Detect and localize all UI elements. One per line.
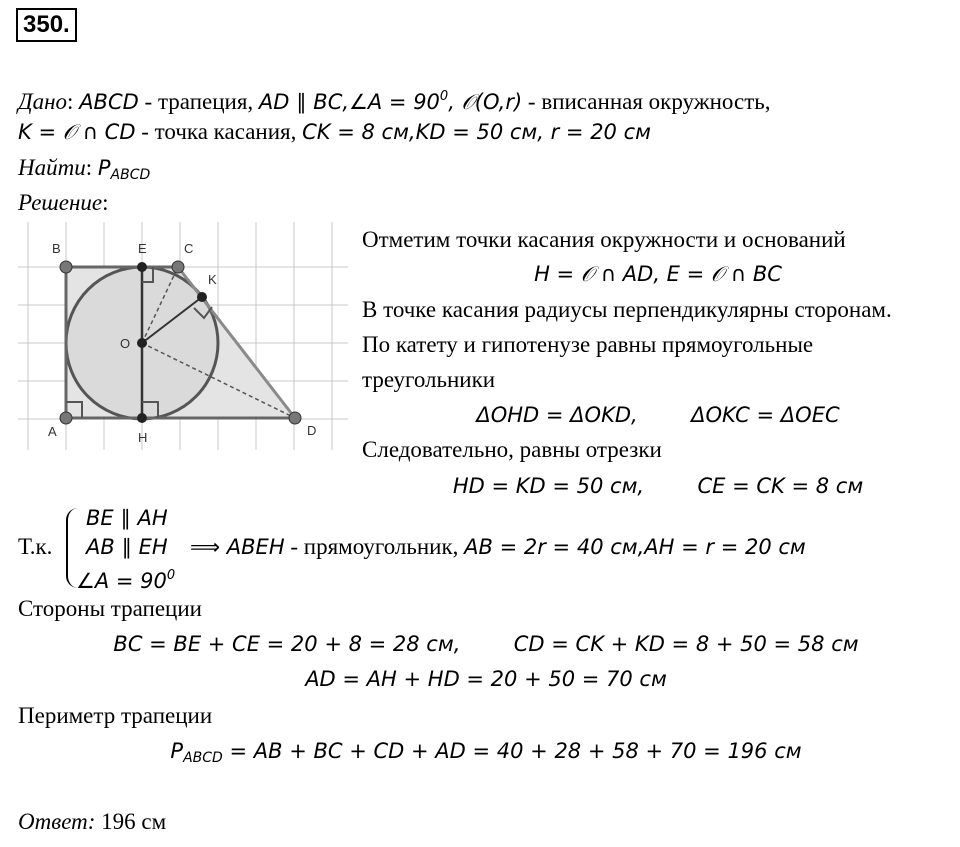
- perimeter-lhs: P: [170, 739, 184, 763]
- given-line-2: [18, 117, 651, 147]
- trapezoid-figure: [18, 222, 348, 450]
- answer-line: [18, 807, 166, 837]
- find-math: P: [97, 156, 111, 180]
- label-k: K: [208, 272, 217, 287]
- explain-line-6: ΔOHD = ΔOKD, ΔOKC = ΔOEC: [476, 403, 840, 427]
- since-result: [190, 532, 806, 562]
- given-label: Дано: [18, 89, 68, 114]
- label-d: D: [307, 423, 317, 438]
- given-math: ABCD: [79, 90, 139, 114]
- label-o: O: [120, 336, 131, 351]
- sides-line-1: BC = BE + CE = 20 + 8 = 28 см, CD = CK + KD = 8 + 50 = 58 см: [113, 632, 859, 656]
- sides-line-2: AD = AH + HD = 20 + 50 = 70 см: [305, 667, 667, 691]
- given-text: - вписанная окружность,: [522, 89, 771, 114]
- given-text: - точка касания,: [135, 119, 303, 144]
- explain-line-5: треугольники: [362, 367, 496, 392]
- perimeter-rhs: = AB + BC + CD + AD = 40 + 28 + 58 + 70 = 196 см: [222, 739, 802, 763]
- label-e: E: [138, 241, 147, 256]
- condition-3: [76, 561, 175, 596]
- given-line-1: Дано: ABCD - трапеция, AD ∥ BC,∠A = $90^0$, 𝒪(O,r) - вписанная окружность,: [18, 89, 771, 114]
- explain-line-4: По катету и гипотенузе равны прямоугольные: [362, 332, 814, 357]
- label-a: A: [48, 424, 57, 439]
- sides-heading: Стороны трапеции: [18, 596, 202, 621]
- explain-line-7: Следовательно, равны отрезки: [362, 437, 662, 462]
- explain-line-3: В точке касания радиусы перпендикулярны сторонам.: [362, 297, 892, 322]
- answer-value: 196 см: [95, 809, 167, 834]
- condition-2: AB ∥ EH: [86, 535, 168, 559]
- label-c: C: [184, 241, 194, 256]
- condition-1: BE ∥ AH: [86, 506, 168, 530]
- explain-line-1: Отметим точки касания окружности и оснований: [362, 227, 846, 252]
- find-line: Найти: $P_{ABCD}$: [18, 155, 151, 183]
- since-result-math: AB = 2r = 40 см,AH = r = 20 см: [464, 535, 806, 559]
- solution-label: Решение: [18, 190, 103, 215]
- label-h: H: [138, 430, 148, 445]
- explain-line-2: H = 𝒪 ∩ AD, E = 𝒪 ∩ BC: [534, 262, 782, 286]
- perimeter-formula: [170, 736, 801, 773]
- given-text: - трапеция,: [138, 89, 259, 114]
- condition-3-text: ∠A = 90: [76, 569, 167, 593]
- given-math: , 𝒪(O,r): [448, 90, 523, 114]
- perimeter-heading: Периметр трапеции: [18, 703, 213, 728]
- label-b: B: [52, 241, 61, 256]
- given-sup: 0: [439, 89, 449, 104]
- find-sub: ABCD: [110, 167, 151, 183]
- given-math: CK = 8 см,KD = 50 см, r = 20 см: [302, 120, 651, 144]
- since-result-math: ⟹ ABEH: [190, 535, 285, 559]
- problem-number: 350.: [16, 8, 77, 42]
- given-math: AD ∥ BC,∠A = 90: [258, 90, 440, 114]
- condition-3-sup: 0: [166, 568, 176, 583]
- answer-label: Ответ:: [18, 809, 96, 834]
- since-label: Т.к.: [18, 534, 53, 559]
- since-result-text: - прямоугольник,: [284, 534, 465, 559]
- perimeter-lhs-sub: ABCD: [183, 750, 223, 766]
- find-label: Найти: [18, 155, 86, 180]
- explain-line-8: HD = KD = 50 см, CE = CK = 8 см: [452, 474, 864, 498]
- given-math: K = 𝒪 ∩ CD: [18, 120, 136, 144]
- solution-line: Решение:: [18, 190, 109, 215]
